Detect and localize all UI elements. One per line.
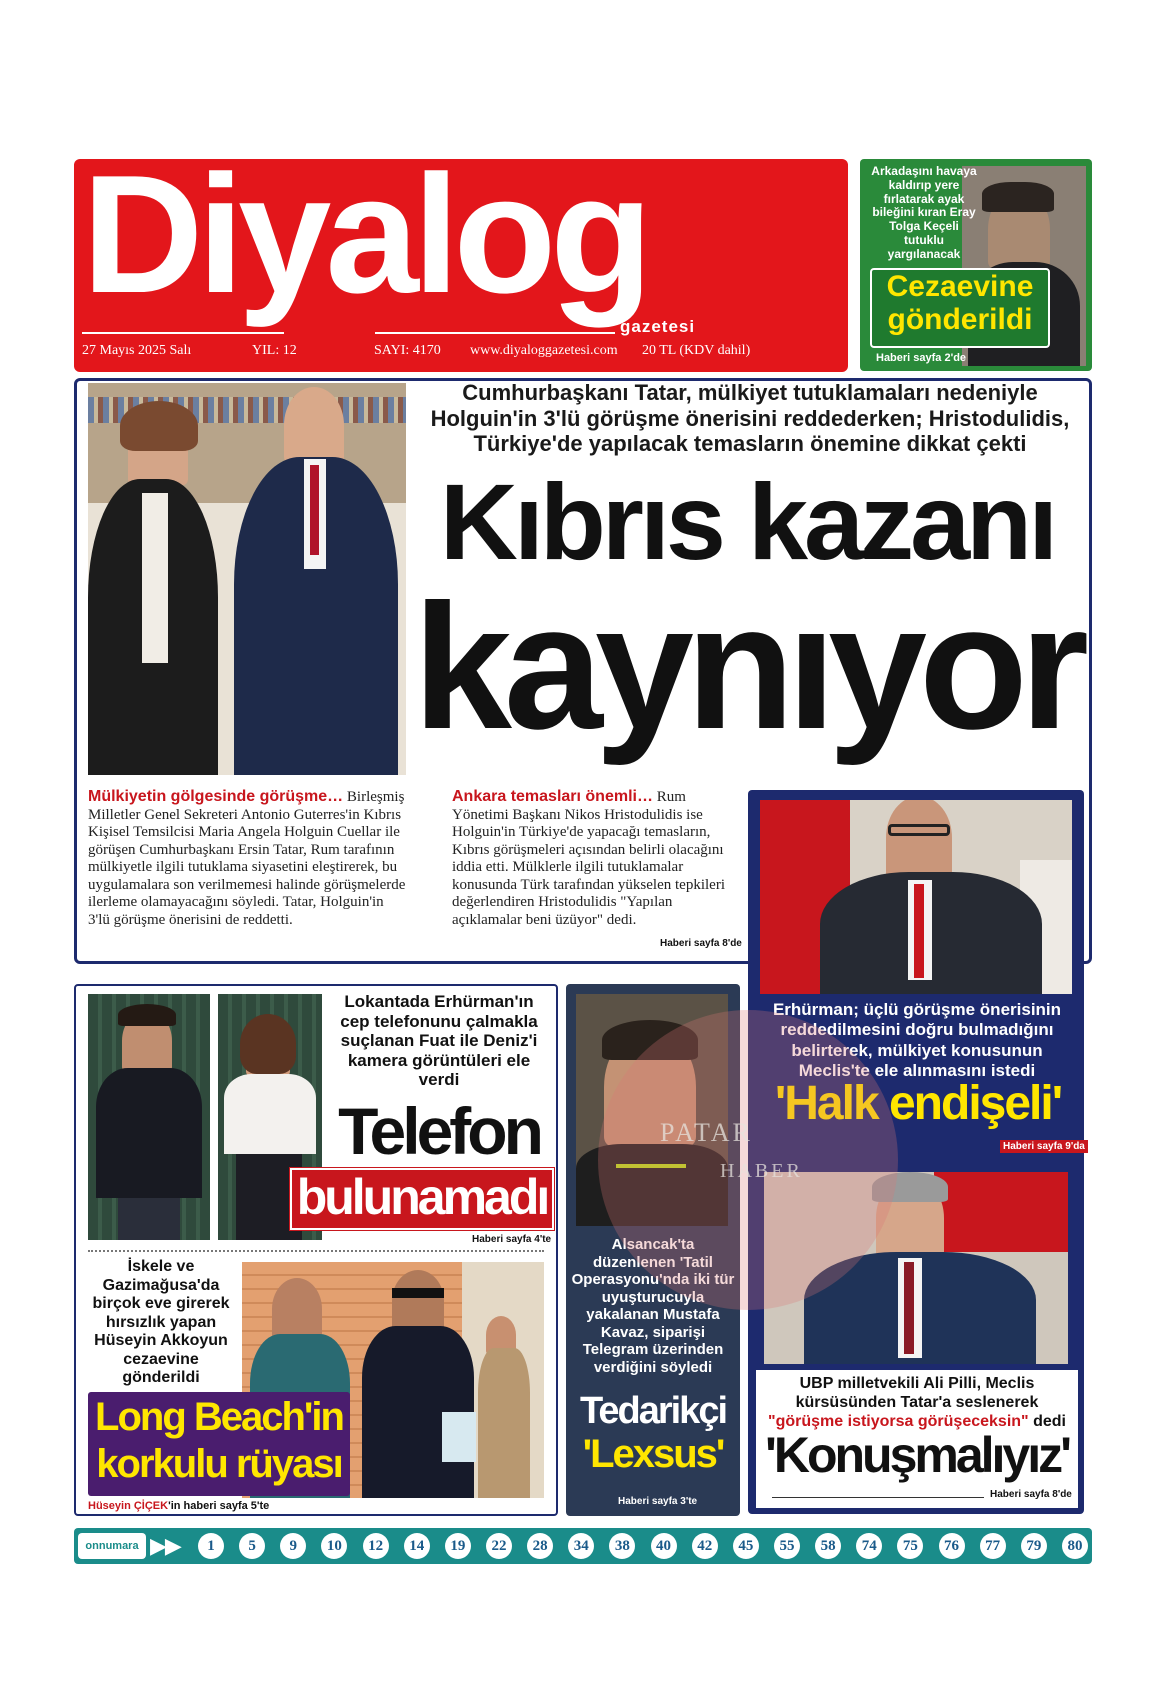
main-kicker: Cumhurbaşkanı Tatar, mülkiyet tutuklamaları nedeniyle Holguin'in 3'lü görüşme önerisini reddederken; Hristodulidis, Türkiye'de yapılacak temasların önemine dikkat çekti bbox=[430, 380, 1070, 457]
page-number-40[interactable]: 40 bbox=[651, 1533, 677, 1559]
column-1-lead: Mülkiyetin gölgesinde görüşme… bbox=[88, 788, 344, 805]
pilli-summary bbox=[760, 1374, 1074, 1432]
newspaper-logo[interactable]: Diyalog bbox=[82, 140, 647, 328]
pilli-page-ref: Haberi sayfa 8'de bbox=[990, 1489, 1072, 1500]
column-2-lead: Ankara temasları önemli… bbox=[452, 788, 653, 805]
section-divider bbox=[88, 1250, 544, 1252]
page-number-5[interactable]: 5 bbox=[239, 1533, 265, 1559]
page-number-9[interactable]: 9 bbox=[280, 1533, 306, 1559]
telefon-subhead[interactable]: bulunamadı bbox=[296, 1169, 548, 1225]
telefon-headline[interactable]: Telefon bbox=[338, 1094, 540, 1168]
longbeach-ref-text: 'in haberi sayfa 5'te bbox=[168, 1500, 270, 1512]
main-story-photo bbox=[88, 383, 406, 775]
promo-page-ref: Haberi sayfa 2'de bbox=[876, 352, 967, 364]
page-number-38[interactable]: 38 bbox=[609, 1533, 635, 1559]
page-number-79[interactable]: 79 bbox=[1021, 1533, 1047, 1559]
promo-summary: Arkadaşını havaya kaldırıp yere fırlatarak ayak bileğini kıran Eray Tolga Keçeli tutuklu yargılanacak bbox=[871, 164, 977, 261]
page-number-list bbox=[198, 1533, 1088, 1559]
page-number-19[interactable]: 19 bbox=[445, 1533, 471, 1559]
pilli-quote: "görüşme istiyorsa görüşeceksin" bbox=[768, 1413, 1029, 1431]
telefon-summary: Lokantada Erhürman'ın cep telefonunu çalmakla suçlanan Fuat ile Deniz'i kamera görüntüleri ele verdi bbox=[340, 992, 538, 1090]
main-headline-line2[interactable]: kaynıyor bbox=[412, 567, 1082, 766]
page-number-74[interactable]: 74 bbox=[856, 1533, 882, 1559]
page-number-76[interactable]: 76 bbox=[939, 1533, 965, 1559]
masthead-rule bbox=[82, 332, 284, 334]
pilli-headline[interactable]: 'Konuşmalıyız' bbox=[764, 1427, 1070, 1483]
lexsus-headline-1[interactable]: Tedarikçi bbox=[579, 1390, 727, 1432]
pilli-rule bbox=[772, 1497, 984, 1498]
suspect-photo-1 bbox=[88, 994, 210, 1240]
main-headline-line1[interactable]: Kıbrıs kazanı bbox=[439, 461, 1055, 582]
column-2-text: Rum Yönetimi Başkanı Nikos Hristodulidis ise Holguin'in Türkiye'de yapacağı temasların, Kıbrıs görüşmeleri açısından belirli olacağını iddia etti. Mülklerle ilgili tutuklamalar konusunda Türk tarafından yükselen tepkileri değerlendiren Hristodulidis "Yapılan açıklamalar beni üzüyor" dedi. bbox=[452, 789, 725, 928]
issue-price: 20 TL (KDV dahil) bbox=[642, 343, 751, 358]
watermark-text-2: HABER bbox=[720, 1160, 803, 1182]
main-page-ref: Haberi sayfa 8'de bbox=[660, 938, 742, 949]
erhurman-summary: Erhürman; üçlü görüşme önerisinin reddedilmesini doğru bulmadığını belirterek, mülkiyet konusunun Meclis'te ele alınmasını istedi bbox=[772, 1000, 1062, 1081]
lexsus-summary: Alsancak'ta düzenlenen 'Tatil Operasyonu'nda iki tür uyuşturucuyla yakalanan Mustafa Kavaz, siparişi Telegram üzerinden verdiğini söyledi bbox=[571, 1236, 735, 1376]
issue-number: SAYI: 4170 bbox=[374, 343, 441, 358]
issue-date: 27 Mayıs 2025 Salı bbox=[82, 343, 192, 358]
column-1-text: Birleşmiş Milletler Genel Sekreteri Antonio Guterres'in Kıbrıs Kişisel Temsilcisi Maria Angela Holguin Cuellar ile görüşen Cumhurbaşkanı Ersin Tatar, Rum tarafının mülkiyetle ilgili tutuklama siyasetini eleştirerek, bu uygulamalara son verilmemesi halinde görüşmelerde ilerleme olamayacağını söyledi. Tatar, Holguin'in 3'lü görüşme önerisini de reddetti. bbox=[88, 789, 406, 928]
page-number-1[interactable]: 1 bbox=[198, 1533, 224, 1559]
watermark-text: PATAR bbox=[660, 1118, 753, 1147]
erhurman-headline[interactable]: 'Halk endişeli' bbox=[774, 1077, 1062, 1130]
erhurman-page-ref: Haberi sayfa 9'da bbox=[1000, 1140, 1088, 1153]
masthead-subtitle: gazetesi bbox=[620, 317, 696, 336]
page-number-34[interactable]: 34 bbox=[568, 1533, 594, 1559]
page-number-77[interactable]: 77 bbox=[980, 1533, 1006, 1559]
pilli-text-2: dedi bbox=[1028, 1413, 1066, 1431]
play-arrows-icon[interactable]: ▶▶ bbox=[150, 1533, 180, 1558]
lexsus-headline-2[interactable]: 'Lexsus' bbox=[582, 1432, 724, 1476]
onnumara-numara: numara bbox=[98, 1540, 139, 1552]
longbeach-page-ref bbox=[88, 1500, 269, 1512]
onnumara-on: on bbox=[85, 1540, 99, 1552]
telefon-page-ref: Haberi sayfa 4'te bbox=[472, 1234, 552, 1245]
longbeach-headline[interactable]: Long Beach'in korkulu rüyası bbox=[95, 1395, 343, 1487]
website-link[interactable]: www.diyaloggazetesi.com bbox=[470, 343, 618, 358]
erhurman-photo bbox=[760, 800, 1072, 994]
main-story-column-2 bbox=[452, 788, 742, 930]
longbeach-author: Hüseyin ÇİÇEK bbox=[88, 1500, 169, 1512]
onnumara-logo[interactable] bbox=[78, 1533, 146, 1559]
page-number-14[interactable]: 14 bbox=[404, 1533, 430, 1559]
issue-year: YIL: 12 bbox=[252, 343, 297, 358]
page-number-58[interactable]: 58 bbox=[815, 1533, 841, 1559]
longbeach-summary: İskele ve Gazimağusa'da birçok eve girerek hırsızlık yapan Hüseyin Akkoyun cezaevine gönderildi bbox=[92, 1258, 230, 1387]
lexsus-page-ref: Haberi sayfa 3'te bbox=[618, 1496, 698, 1507]
page-number-42[interactable]: 42 bbox=[692, 1533, 718, 1559]
promo-headline[interactable]: Cezaevine gönderildi bbox=[886, 270, 1034, 336]
page-number-12[interactable]: 12 bbox=[363, 1533, 389, 1559]
pilli-text-1: UBP milletvekili Ali Pilli, Meclis kürsüsünden Tatar'a seslenerek bbox=[795, 1375, 1039, 1412]
main-story-column-1 bbox=[88, 788, 408, 930]
page-number-28[interactable]: 28 bbox=[527, 1533, 553, 1559]
page-number-22[interactable]: 22 bbox=[486, 1533, 512, 1559]
page-number-75[interactable]: 75 bbox=[897, 1533, 923, 1559]
page-number-45[interactable]: 45 bbox=[733, 1533, 759, 1559]
page-number-10[interactable]: 10 bbox=[321, 1533, 347, 1559]
page-number-80[interactable]: 80 bbox=[1062, 1533, 1088, 1559]
masthead-rule bbox=[375, 332, 615, 334]
page-number-55[interactable]: 55 bbox=[774, 1533, 800, 1559]
